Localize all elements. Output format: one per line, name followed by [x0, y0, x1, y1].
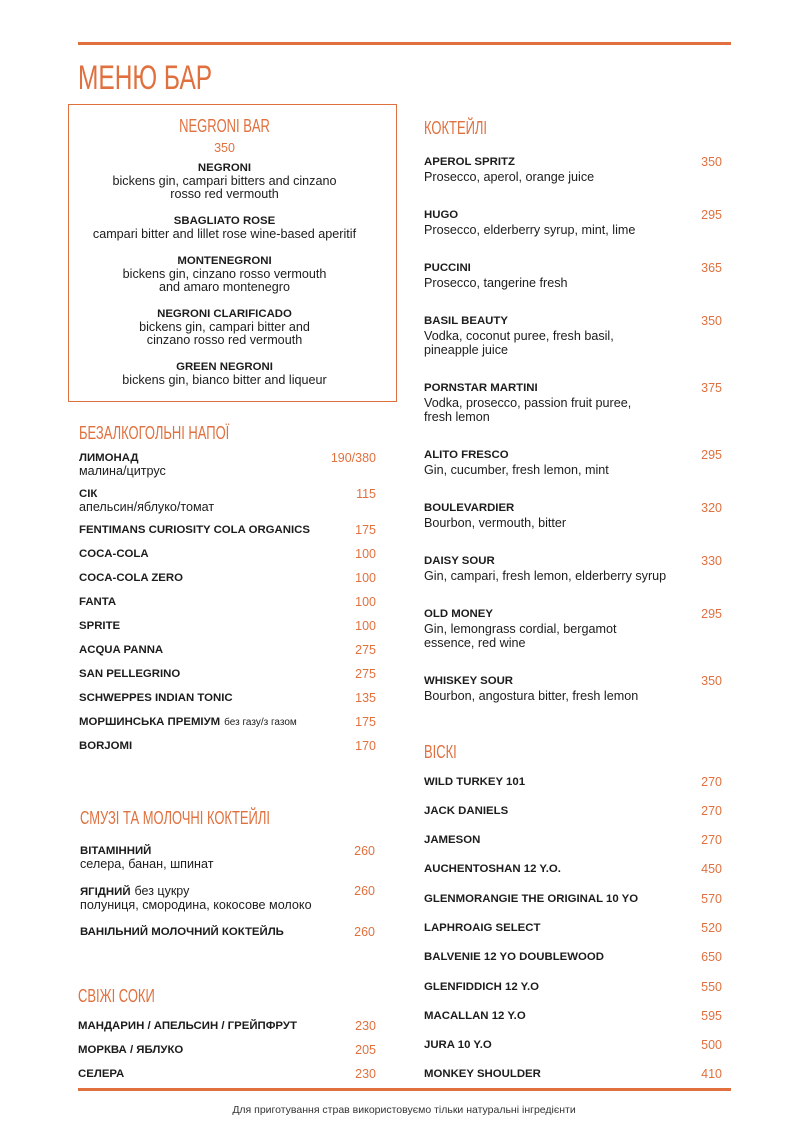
- item-price: 270: [701, 803, 722, 818]
- menu-item: [79, 572, 376, 585]
- menu-item-line: [424, 674, 722, 689]
- item-name: GLENFIDDICH 12 Y.O: [424, 980, 539, 993]
- item-note: без газу/з газом: [224, 717, 297, 728]
- item-price: 100: [355, 547, 376, 561]
- menu-item-line: [424, 261, 722, 276]
- item-name: FANTA: [79, 596, 117, 608]
- menu-item-line: [80, 885, 375, 899]
- item-name: LAPHROAIG SELECT: [424, 921, 541, 934]
- menu-item-line: [69, 360, 380, 374]
- item-name: СЕЛЕРА: [78, 1067, 125, 1080]
- item-price: 375: [701, 380, 722, 395]
- item-name: ALITO FRESCO: [424, 448, 509, 461]
- menu-item-line: [79, 740, 376, 753]
- item-name: GLENMORANGIE THE ORIGINAL 10 YO: [424, 892, 639, 905]
- item-price: 190/380: [330, 451, 376, 465]
- menu-item: [424, 1010, 722, 1023]
- menu-item: [69, 307, 380, 347]
- item-name: WHISKEY SOUR: [424, 674, 514, 687]
- footer-note: Для приготування страв використовуємо тільки натуральні інгредієнти: [232, 1104, 576, 1116]
- menu-item-line: [424, 381, 722, 396]
- menu-item-line: [424, 834, 722, 847]
- item-name: JACK DANIELS: [424, 804, 509, 817]
- menu-item-line: [424, 951, 722, 964]
- menu-item: [69, 360, 380, 387]
- negroni-bar-box: [68, 104, 397, 402]
- menu-item: [424, 607, 722, 650]
- item-description: bickens gin, bianco bitter and liqueur: [122, 373, 327, 387]
- item-price: 350: [701, 313, 722, 328]
- section-heading-soft-drinks: БЕЗАЛКОГОЛЬНІ НАПОЇ: [79, 423, 230, 443]
- item-name: PORNSTAR MARTINI: [424, 381, 538, 394]
- menu-item: [79, 596, 376, 609]
- item-price: 365: [701, 260, 722, 275]
- menu-item: [424, 261, 722, 290]
- item-name: МОРШИНСЬКА ПРЕМІУМ: [79, 716, 221, 728]
- item-name: COCA-COLA ZERO: [79, 572, 183, 584]
- item-price: 100: [355, 571, 376, 585]
- item-description: bickens gin, cinzano rosso vermouth and amaro montenegro: [122, 267, 327, 294]
- menu-item-line: [424, 314, 722, 329]
- menu-item-line: [424, 155, 722, 170]
- menu-item-line: [69, 254, 380, 268]
- menu-item: [424, 922, 722, 935]
- item-description: Gin, lemongrass cordial, bergamot essence, red wine: [424, 621, 617, 650]
- item-price: 295: [701, 207, 722, 222]
- menu-item-line: [79, 488, 376, 501]
- item-price: 520: [701, 920, 722, 935]
- item-description: Bourbon, angostura bitter, fresh lemon: [424, 688, 639, 703]
- item-price: 260: [354, 883, 375, 898]
- menu-item-line: [69, 214, 380, 228]
- negroni-bar-price: 350: [214, 141, 235, 155]
- item-name: COCA-COLA: [79, 548, 149, 560]
- item-name: BASIL BEAUTY: [424, 314, 508, 327]
- whisky-list: [424, 776, 722, 1098]
- top-divider: [78, 42, 731, 45]
- bottom-divider: [78, 1088, 731, 1091]
- menu-item: [79, 620, 376, 633]
- menu-item-line: [79, 692, 376, 705]
- menu-item-line: [79, 596, 376, 609]
- item-description: апельсин/яблуко/томат: [79, 500, 215, 514]
- menu-item-line: [424, 893, 722, 906]
- menu-item-line: [79, 644, 376, 657]
- item-name: SBAGLIATO ROSE: [173, 215, 276, 227]
- item-price: 270: [701, 833, 722, 848]
- menu-item: [424, 863, 722, 876]
- item-price: 550: [701, 979, 722, 994]
- section-heading-juices: СВІЖІ СОКИ: [78, 986, 155, 1006]
- menu-item: [424, 314, 722, 357]
- menu-item: [79, 740, 376, 753]
- item-description: Prosecco, elderberry syrup, mint, lime: [424, 222, 636, 237]
- menu-item: [424, 381, 722, 424]
- menu-item: [424, 501, 722, 530]
- item-price: 260: [354, 843, 375, 858]
- menu-item: [424, 776, 722, 789]
- item-name: SPRITE: [79, 620, 121, 632]
- page-title: МЕНЮ БАР: [78, 59, 213, 97]
- menu-item-line: [80, 845, 375, 858]
- item-name: ВІТАМІННИЙ: [80, 844, 152, 857]
- menu-item: [79, 692, 376, 705]
- menu-item-line: [424, 922, 722, 935]
- item-price: 650: [701, 950, 722, 965]
- item-name: BALVENIE 12 YO DOUBLEWOOD: [424, 951, 604, 964]
- menu-item-line: [78, 1020, 376, 1033]
- negroni-bar-list: [69, 161, 380, 400]
- section-heading-whisky: ВІСКІ: [424, 742, 457, 762]
- menu-item: [424, 1068, 722, 1081]
- item-description: Vodka, prosecco, passion fruit puree, fresh lemon: [424, 395, 632, 424]
- item-price: 295: [701, 606, 722, 621]
- menu-item: [79, 488, 376, 513]
- menu-item: [424, 448, 722, 477]
- menu-item-line: [80, 926, 375, 939]
- item-description: Prosecco, tangerine fresh: [424, 275, 568, 290]
- item-price: 270: [701, 774, 722, 789]
- cocktails-list: [424, 155, 722, 727]
- soft-drinks-list: [79, 452, 376, 764]
- menu-item: [79, 716, 376, 729]
- menu-item: [424, 893, 722, 906]
- menu-item-line: [79, 716, 376, 729]
- item-price: 260: [354, 924, 375, 939]
- menu-item-line: [424, 805, 722, 818]
- item-name: ВАНІЛЬНИЙ МОЛОЧНИЙ КОКТЕЙЛЬ: [80, 925, 284, 938]
- menu-item-line: [424, 981, 722, 994]
- menu-item: [79, 548, 376, 561]
- item-price: 135: [355, 691, 376, 705]
- menu-item: [69, 254, 380, 294]
- menu-item-line: [79, 668, 376, 681]
- menu-item-line: [69, 307, 380, 321]
- item-price: 230: [355, 1066, 376, 1081]
- menu-item: [424, 805, 722, 818]
- item-description: Gin, campari, fresh lemon, elderberry syrup: [424, 568, 667, 583]
- menu-item: [424, 951, 722, 964]
- item-name: BOULEVARDIER: [424, 501, 515, 514]
- menu-item: [424, 208, 722, 237]
- menu-item: [424, 554, 722, 583]
- menu-item-line: [79, 572, 376, 585]
- section-heading-cocktails: КОКТЕЙЛІ: [424, 118, 488, 138]
- menu-item: [80, 845, 375, 871]
- item-description: bickens gin, campari bitter and cinzano rosso red vermouth: [139, 320, 310, 347]
- item-price: 175: [355, 715, 376, 729]
- menu-item-line: [69, 161, 380, 175]
- item-name: JURA 10 Y.O: [424, 1039, 492, 1052]
- item-description: Prosecco, aperol, orange juice: [424, 169, 595, 184]
- item-price: 275: [355, 643, 376, 657]
- item-price: 295: [701, 447, 722, 462]
- menu-item: [78, 1044, 376, 1057]
- item-name: ЯГІДНИЙ: [80, 885, 131, 898]
- item-name: SAN PELLEGRINO: [79, 668, 181, 680]
- item-price: 100: [355, 595, 376, 609]
- negroni-bar-title: NEGRONI BAR: [179, 116, 270, 136]
- item-name: WILD TURKEY 101: [424, 775, 526, 788]
- item-name: NEGRONI: [197, 162, 252, 174]
- menu-item-line: [424, 208, 722, 223]
- menu-item: [79, 668, 376, 681]
- item-price: 410: [701, 1067, 722, 1082]
- item-price: 205: [355, 1042, 376, 1057]
- item-name: BORJOMI: [79, 740, 133, 752]
- menu-item-line: [424, 501, 722, 516]
- section-heading-smoothies: СМУЗІ ТА МОЛОЧНІ КОКТЕЙЛІ: [80, 808, 270, 828]
- item-description: селера, банан, шпинат: [80, 856, 214, 871]
- menu-item-line: [79, 548, 376, 561]
- item-name: PUCCINI: [424, 261, 471, 274]
- menu-item-line: [79, 452, 376, 465]
- item-name: FENTIMANS CURIOSITY COLA ORGANICS: [79, 524, 310, 536]
- item-name: MONTENEGRONI: [177, 255, 272, 267]
- item-name: APEROL SPRITZ: [424, 155, 515, 168]
- menu-item-line: [424, 776, 722, 789]
- item-description: Vodka, coconut puree, fresh basil, pineapple juice: [424, 328, 614, 357]
- item-name: JAMESON: [424, 834, 481, 847]
- menu-item-line: [79, 620, 376, 633]
- item-name: MACALLAN 12 Y.O: [424, 1009, 526, 1022]
- smoothies-list: [80, 845, 375, 953]
- item-name: NEGRONI CLARIFICADO: [157, 308, 292, 320]
- item-name: OLD MONEY: [424, 607, 493, 620]
- item-description: campari bitter and lillet rose wine-based aperitif: [92, 227, 357, 241]
- menu-item: [424, 834, 722, 847]
- item-price: 275: [355, 667, 376, 681]
- menu-item: [424, 981, 722, 994]
- menu-item-line: [424, 1039, 722, 1052]
- item-description: Gin, cucumber, fresh lemon, mint: [424, 462, 609, 477]
- menu-item: [79, 644, 376, 657]
- item-note: без цукру: [134, 883, 190, 898]
- item-name: МАНДАРИН / АПЕЛЬСИН / ГРЕЙПФРУТ: [78, 1019, 297, 1032]
- menu-item: [424, 1039, 722, 1052]
- item-description: полуниця, смородина, кокосове молоко: [80, 897, 312, 912]
- menu-item-line: [424, 863, 722, 876]
- item-price: 350: [701, 673, 722, 688]
- item-price: 100: [355, 619, 376, 633]
- menu-item: [69, 161, 380, 201]
- item-name: AUCHENTOSHAN 12 Y.O.: [424, 863, 561, 876]
- menu-item-line: [79, 524, 376, 537]
- menu-item: [78, 1068, 376, 1081]
- menu-item: [79, 452, 376, 477]
- menu-item-line: [424, 607, 722, 622]
- menu-item: [424, 155, 722, 184]
- item-price: 230: [355, 1018, 376, 1033]
- item-description: bickens gin, campari bitters and cinzano rosso red vermouth: [112, 174, 337, 201]
- menu-item: [424, 674, 722, 703]
- item-description: Bourbon, vermouth, bitter: [424, 515, 567, 530]
- item-price: 450: [701, 862, 722, 877]
- item-name: СІК: [79, 488, 98, 500]
- menu-item-line: [424, 448, 722, 463]
- menu-item-line: [424, 1010, 722, 1023]
- item-price: 175: [355, 523, 376, 537]
- item-price: 320: [701, 500, 722, 515]
- item-price: 115: [356, 487, 376, 501]
- item-name: ЛИМОНАД: [79, 452, 139, 464]
- item-name: GREEN NEGRONI: [176, 361, 273, 373]
- item-name: DAISY SOUR: [424, 554, 495, 567]
- item-price: 350: [701, 154, 722, 169]
- menu-item: [79, 524, 376, 537]
- item-price: 570: [701, 891, 722, 906]
- menu-item-line: [424, 554, 722, 569]
- item-name: МОРКВА / ЯБЛУКО: [78, 1043, 184, 1056]
- item-price: 500: [701, 1038, 722, 1053]
- item-name: SCHWEPPES INDIAN TONIC: [79, 692, 233, 704]
- item-description: малина/цитрус: [79, 464, 166, 478]
- menu-item: [78, 1020, 376, 1033]
- menu-item: [69, 214, 380, 241]
- menu-item: [80, 926, 375, 939]
- item-name: HUGO: [424, 208, 459, 221]
- item-price: 330: [701, 553, 722, 568]
- menu-item-line: [424, 1068, 722, 1081]
- menu-item-line: [78, 1068, 376, 1081]
- item-name: ACQUA PANNA: [79, 644, 164, 656]
- juices-list: [78, 1020, 376, 1092]
- menu-item: [80, 885, 375, 912]
- item-price: 595: [701, 1008, 722, 1023]
- item-name: MONKEY SHOULDER: [424, 1068, 541, 1081]
- menu-item-line: [78, 1044, 376, 1057]
- item-price: 170: [355, 739, 376, 753]
